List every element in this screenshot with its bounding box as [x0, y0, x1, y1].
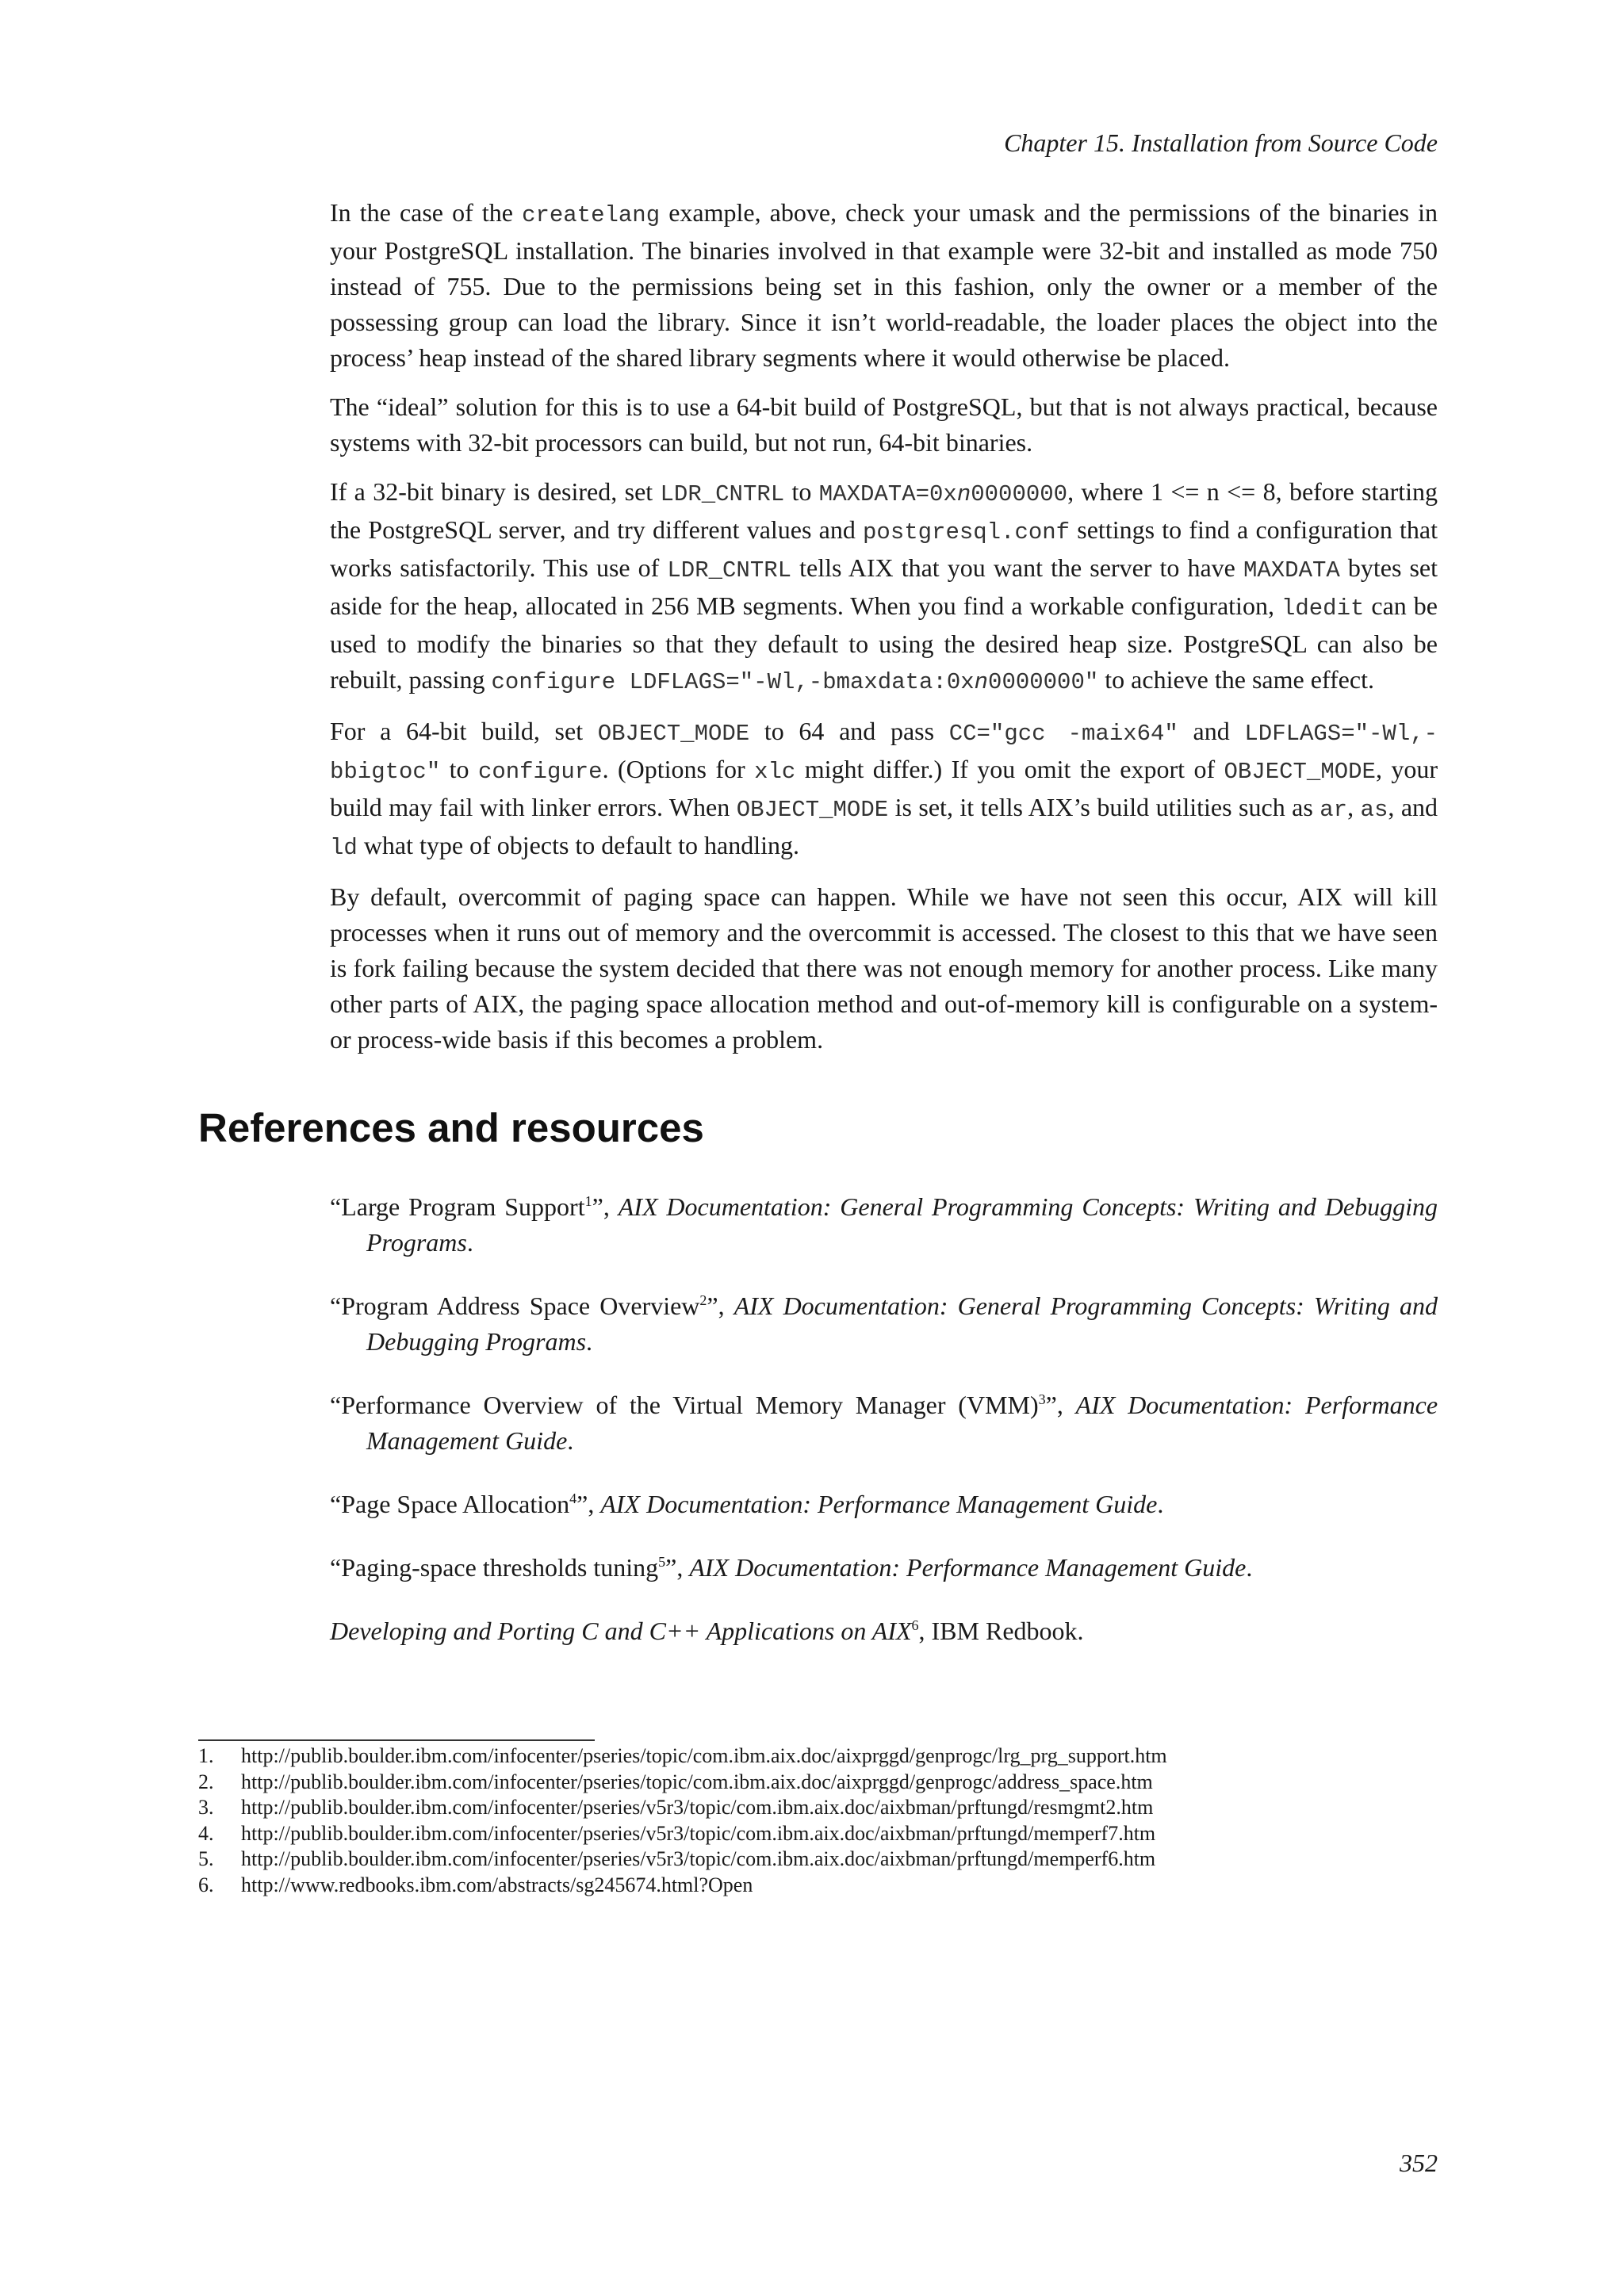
code-ar: ar [1320, 797, 1348, 823]
footnote-url-link[interactable]: http://publib.boulder.ibm.com/infocenter/pseries/v5r3/topic/com.ibm.aix.doc/aixbman/prftungd/memperf6.htm [241, 1847, 1156, 1870]
footnote-url-link[interactable]: http://publib.boulder.ibm.com/infocenter/pseries/v5r3/topic/com.ibm.aix.doc/aixbman/prftungd/memperf7.htm [241, 1821, 1156, 1845]
code-postgresql-conf: postgresql.conf [863, 519, 1071, 545]
reference-quote-close: ”, [1045, 1391, 1076, 1419]
text-run: is set, it tells AIX’s build utilities such as [888, 793, 1320, 821]
text-run: can be used to modify the binaries so that they default to using the desired heap size. PostgreSQL can also be rebuilt, passing [330, 591, 1438, 694]
code-maxdata-value [819, 481, 1067, 507]
footnote-item [198, 1795, 1467, 1821]
reference-end: , IBM Redbook. [918, 1617, 1084, 1645]
code-createlang: createlang [522, 202, 661, 228]
code-cc-gcc: CC="gcc -maix64" [948, 721, 1178, 747]
reference-end: . [1246, 1553, 1253, 1582]
footnote-item [198, 1873, 1467, 1899]
reference-quote-close: ”, [707, 1292, 734, 1320]
text-run: to 64 and pass [749, 717, 949, 745]
footnote-number: 5. [198, 1847, 214, 1870]
footnote-marker[interactable]: 6 [911, 1617, 919, 1633]
text-run: If a 32-bit binary is desired, set [330, 477, 661, 506]
reference-end: . [1157, 1490, 1164, 1518]
text-run: , where 1 <= n <= 8, before starting the PostgreSQL server, and try different values and [330, 477, 1438, 544]
footnote-marker[interactable]: 1 [584, 1193, 592, 1209]
footnote-url-link[interactable]: http://www.redbooks.ibm.com/abstracts/sg245674.html?Open [241, 1873, 753, 1896]
footnote-item [198, 1743, 1467, 1770]
code-part-variable: n [974, 669, 989, 695]
footnote-marker[interactable]: 4 [569, 1490, 577, 1506]
paragraph-64bit-build [330, 714, 1438, 866]
text-run: and [1178, 717, 1245, 745]
text-run: tells AIX that you want the server to have [791, 553, 1243, 582]
reference-source: AIX Documentation: General Programming Concepts: Writing and Debugging Programs [366, 1192, 1438, 1257]
reference-title: “Large Program Support [330, 1192, 585, 1221]
text-run: For a 64-bit build, set [330, 717, 598, 745]
footnote-number: 6. [198, 1873, 214, 1896]
reference-title: “Performance Overview of the Virtual Memory Manager (VMM) [330, 1391, 1039, 1419]
text-run: In the case of the [330, 198, 523, 227]
paragraph-32bit-binary [330, 474, 1438, 700]
section-heading: References and resources [198, 1105, 704, 1150]
reference-quote-close: ”, [576, 1490, 601, 1518]
text-run: what type of objects to default to handling. [357, 831, 800, 859]
footnote-url-link[interactable]: http://publib.boulder.ibm.com/infocenter/pseries/v5r3/topic/com.ibm.aix.doc/aixbman/prftungd/resmgmt2.htm [241, 1796, 1154, 1819]
code-xlc: xlc [754, 759, 796, 785]
code-part: 0000000" [988, 669, 1099, 695]
reference-title: Developing and Porting C and C++ Applications on AIX [330, 1617, 912, 1645]
paragraph-createlang-permissions [330, 195, 1438, 376]
reference-quote-close: ”, [665, 1553, 690, 1582]
footnote-item [198, 1770, 1467, 1796]
footnote-item [198, 1821, 1467, 1847]
code-as: as [1360, 797, 1388, 823]
footnote-url-link[interactable]: http://publib.boulder.ibm.com/infocenter/pseries/topic/com.ibm.aix.doc/aixprggd/genprogc/lrg_prg_support.htm [241, 1744, 1167, 1767]
reference-source: AIX Documentation: Performance Management Guide [366, 1391, 1438, 1455]
reference-source: AIX Documentation: Performance Management Guide [689, 1553, 1247, 1582]
page-number: 352 [1400, 2149, 1438, 2177]
code-maxdata: MAXDATA [1243, 557, 1340, 584]
text-run: , [1347, 793, 1361, 821]
footnote-url-link[interactable]: http://publib.boulder.ibm.com/infocenter/pseries/topic/com.ibm.aix.doc/aixprggd/genprogc/address_space.htm [241, 1770, 1153, 1793]
footnote-list [198, 1743, 1467, 1898]
footnote-marker[interactable]: 5 [658, 1554, 666, 1570]
code-part: MAXDATA=0x [818, 481, 957, 507]
body-text [330, 195, 1438, 1071]
text-run: to achieve the same effect. [1098, 665, 1374, 694]
footnote-number: 3. [198, 1796, 214, 1819]
code-ldedit: ldedit [1281, 595, 1365, 622]
footnote-divider [198, 1739, 595, 1741]
paragraph-ideal-solution: The “ideal” solution for this is to use a 64-bit build of PostgreSQL, but that is not always practical, because systems with 32-bit processors can build, but not run, 64-bit binaries. [330, 392, 1438, 457]
text-run: to [440, 755, 478, 783]
reference-list [330, 1189, 1438, 1677]
code-ld: ld [330, 835, 358, 861]
reference-item [330, 1387, 1438, 1459]
reference-source: AIX Documentation: General Programming Concepts: Writing and Debugging Programs [366, 1292, 1438, 1356]
text-run: might differ.) If you omit the export of [795, 755, 1224, 783]
footnote-item [198, 1846, 1467, 1873]
footnote-number: 2. [198, 1770, 214, 1793]
paragraph-overcommit: By default, overcommit of paging space can happen. While we have not seen this occur, AIX will kill processes when it runs out of memory and the overcommit is accessed. The closest to this that we have seen is fork failing because the system decided that there was not enough memory for another process. Like many other parts of AIX, the paging space allocation method and out-of-memory kill is configurable on a system- or process-wide basis if this becomes a problem. [330, 882, 1438, 1054]
code-ldr-cntrl: LDR_CNTRL [667, 557, 792, 584]
code-part: 0000000 [971, 481, 1068, 507]
code-ldflags-bigtoc: LDFLAGS="-Wl,-bbigtoc" [330, 721, 1438, 785]
text-run: example, above, check your umask and the permissions of the binaries in your PostgreSQL installation. The binaries involved in that example were 32-bit and installed as mode 750 instead of 755. Due to the permissions being set in this fashion, only the owner or a member of the possessing group can load the library. Since it isn’t world-readable, the loader places the object into the process’ heap instead of the shared library segments where it would otherwise be placed. [330, 198, 1438, 372]
code-ldr-cntrl: LDR_CNTRL [660, 481, 785, 507]
reference-item [330, 1189, 1438, 1261]
footnote-marker[interactable]: 3 [1038, 1391, 1046, 1407]
text-run: to [784, 477, 819, 506]
reference-item [330, 1550, 1438, 1586]
reference-source: AIX Documentation: Performance Management Guide [600, 1490, 1158, 1518]
code-object-mode: OBJECT_MODE [597, 721, 750, 747]
footnote-marker[interactable]: 2 [699, 1292, 707, 1308]
code-configure: configure [477, 759, 603, 785]
text-run: settings to find a configuration that works satisfactorily. This use of [330, 515, 1438, 582]
reference-end: . [567, 1426, 574, 1455]
code-object-mode: OBJECT_MODE [736, 797, 889, 823]
code-part: configure LDFLAGS="-Wl,-bmaxdata:0x [491, 669, 975, 695]
reference-title: “Program Address Space Overview [330, 1292, 700, 1320]
reference-quote-close: ”, [592, 1192, 619, 1221]
code-part-variable: n [956, 481, 971, 507]
reference-title: “Paging-space thresholds tuning [330, 1553, 659, 1582]
reference-end: . [466, 1228, 473, 1257]
footnote-number: 4. [198, 1821, 214, 1845]
text-run: bytes set aside for the heap, allocated in 256 MB segments. When you find a workable configuration, [330, 553, 1438, 620]
code-configure-ldflags [492, 669, 1099, 695]
reference-title: “Page Space Allocation [330, 1490, 570, 1518]
reference-item [330, 1288, 1438, 1360]
reference-end: . [586, 1327, 593, 1356]
code-object-mode: OBJECT_MODE [1224, 759, 1376, 785]
text-run: . (Options for [602, 755, 755, 783]
text-run: , your build may fail with linker errors. When [330, 755, 1438, 821]
reference-item [330, 1613, 1438, 1649]
footnote-number: 1. [198, 1744, 214, 1767]
running-header: Chapter 15. Installation from Source Code [1004, 128, 1438, 157]
reference-item [330, 1487, 1438, 1522]
text-run: , and [1388, 793, 1438, 821]
